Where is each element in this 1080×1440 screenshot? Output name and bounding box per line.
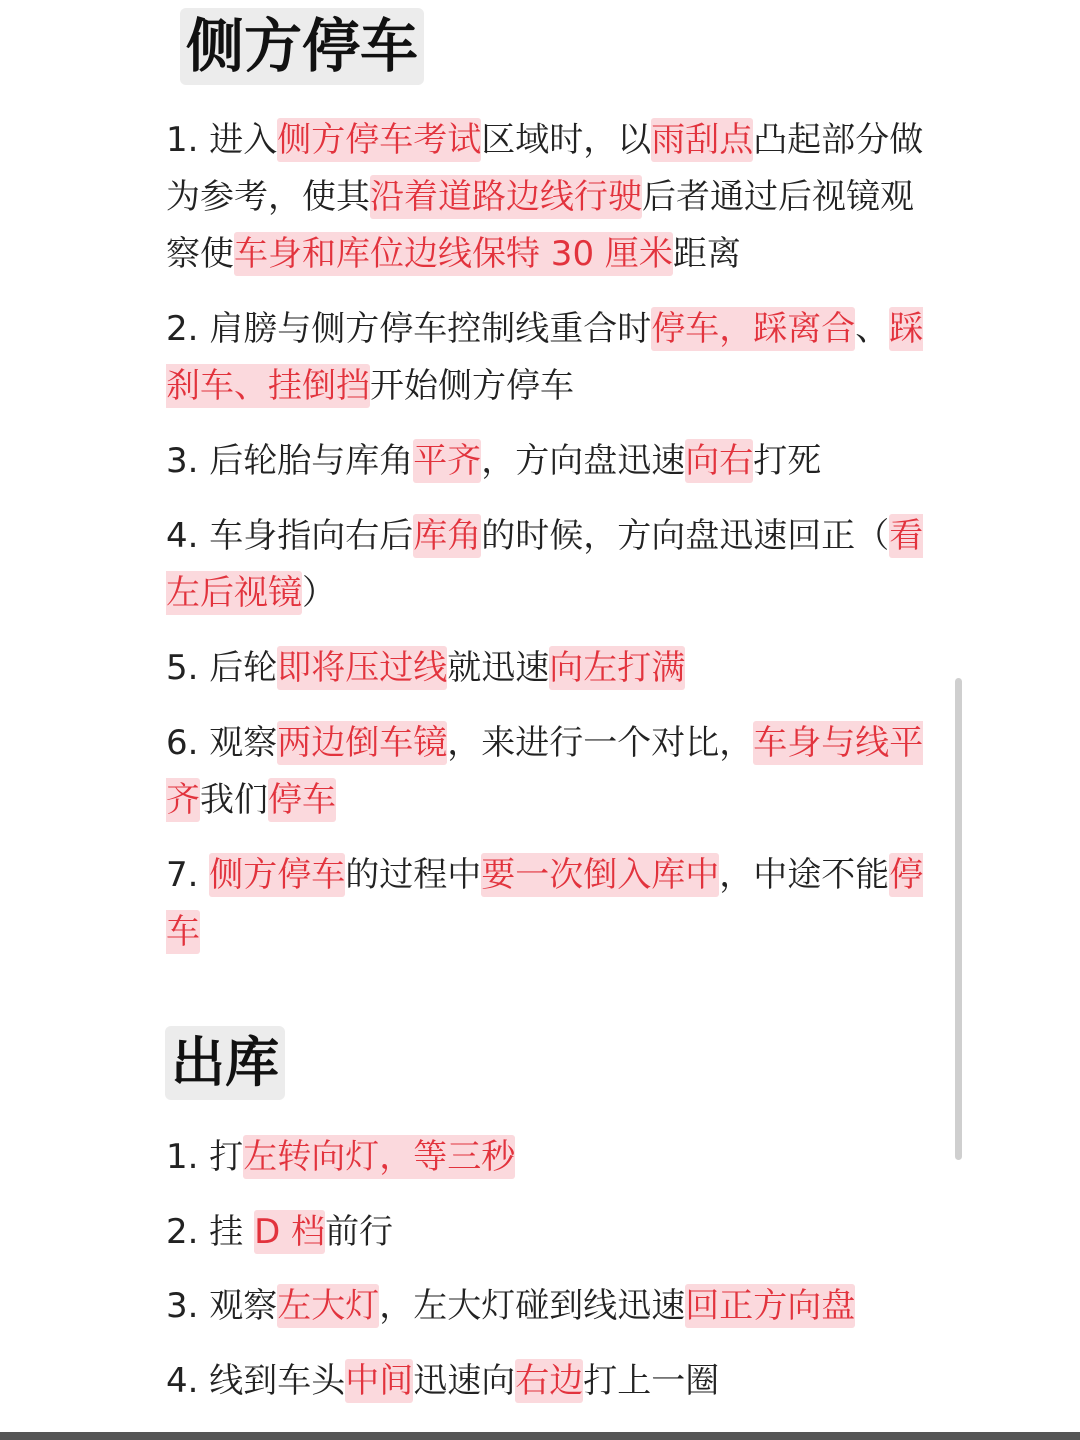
text-segment: 5. 后轮 (166, 648, 278, 688)
text-segment: ，左大灯碰到线迅速 (379, 1286, 686, 1326)
text-segment: 4. 线到车头 (166, 1361, 346, 1401)
highlight-segment: 平齐 (413, 441, 482, 481)
highlight-segment: 沿着道路边线行驶 (370, 177, 642, 217)
highlight-segment: 停车，踩离合 (651, 309, 856, 349)
text-segment: 区域时，以 (481, 120, 652, 160)
section-title-exit: 出库 (165, 1026, 285, 1100)
list-item-side-parking-2 (166, 301, 926, 415)
highlight-segment: 库角 (413, 516, 482, 556)
text-segment: 打上一圈 (583, 1361, 720, 1401)
highlight-segment: 看左后视镜 (166, 516, 924, 613)
list-item-side-parking-1 (166, 112, 926, 283)
text-segment: ，方向盘迅速 (481, 441, 686, 481)
bottom-edge-bar (0, 1432, 1080, 1440)
text-segment: 1. 进入 (166, 120, 278, 160)
text-segment: 、 (855, 309, 890, 349)
text-segment: 1. 打 (166, 1137, 244, 1177)
section-title-side-parking: 侧方停车 (180, 8, 424, 85)
text-segment: 6. 观察 (166, 723, 278, 763)
list-item-side-parking-5 (166, 640, 926, 697)
highlight-segment: 侧方停车考试 (277, 120, 482, 160)
highlight-segment: 车身和库位边线保特 30 厘米 (234, 234, 673, 274)
text-segment: 距离 (672, 234, 741, 274)
text-segment: 的过程中 (345, 855, 482, 895)
text-segment: 的时候，方向盘迅速回正（ (481, 516, 890, 556)
text-segment: 3. 观察 (166, 1286, 278, 1326)
list-item-exit-4 (166, 1353, 926, 1410)
highlight-segment: 侧方停车 (209, 855, 346, 895)
highlight-segment: 向左打满 (549, 648, 686, 688)
text-segment: 打死 (753, 441, 822, 481)
highlight-segment: D 档 (254, 1212, 326, 1252)
list-item-exit-1 (166, 1129, 926, 1186)
highlight-segment: 两边倒车镜 (277, 723, 448, 763)
highlight-segment: 踩刹车、挂倒挡 (166, 309, 924, 406)
list-item-exit-3 (166, 1278, 926, 1335)
highlight-segment: 右边 (515, 1361, 584, 1401)
list-item-side-parking-3 (166, 433, 926, 490)
text-segment: 就迅速 (447, 648, 550, 688)
text-segment: 3. 后轮胎与库角 (166, 441, 414, 481)
highlight-segment: 回正方向盘 (685, 1286, 856, 1326)
highlight-segment: 雨刮点 (651, 120, 754, 160)
text-segment: ，来进行一个对比， (447, 723, 754, 763)
text-segment: 开始侧方停车 (370, 366, 574, 406)
highlight-segment: 车身与线平齐 (166, 723, 924, 820)
list-item-exit-2 (166, 1204, 926, 1261)
list-item-side-parking-7 (166, 847, 926, 961)
highlight-segment: 要一次倒入库中 (481, 855, 720, 895)
text-segment: 2. 挂 (166, 1212, 255, 1252)
text-segment: 迅速向 (413, 1361, 516, 1401)
highlight-segment: 停车 (268, 780, 336, 820)
text-segment: 4. 车身指向右后 (166, 516, 414, 556)
text-segment: 前行 (325, 1212, 394, 1252)
text-segment: ） (302, 573, 336, 613)
list-item-side-parking-6 (166, 715, 926, 829)
list-item-side-parking-4 (166, 508, 926, 622)
text-segment: 我们 (200, 780, 268, 820)
highlight-segment: 中间 (345, 1361, 414, 1401)
text-segment: 凸起部分做为参考，使其 (166, 120, 924, 217)
highlight-segment: 向右 (685, 441, 754, 481)
scrollbar[interactable] (955, 678, 962, 1160)
text-segment: 2. 肩膀与侧方停车控制线重合时 (166, 309, 652, 349)
text-segment: 7. (166, 855, 210, 895)
highlight-segment: 左大灯 (277, 1286, 380, 1326)
highlight-segment: 即将压过线 (277, 648, 448, 688)
text-segment: ，中途不能 (719, 855, 890, 895)
highlight-segment: 左转向灯，等三秒 (243, 1137, 516, 1177)
text-segment: 后者通过后视镜观察使 (166, 177, 914, 274)
highlight-segment: 停车 (166, 855, 924, 952)
